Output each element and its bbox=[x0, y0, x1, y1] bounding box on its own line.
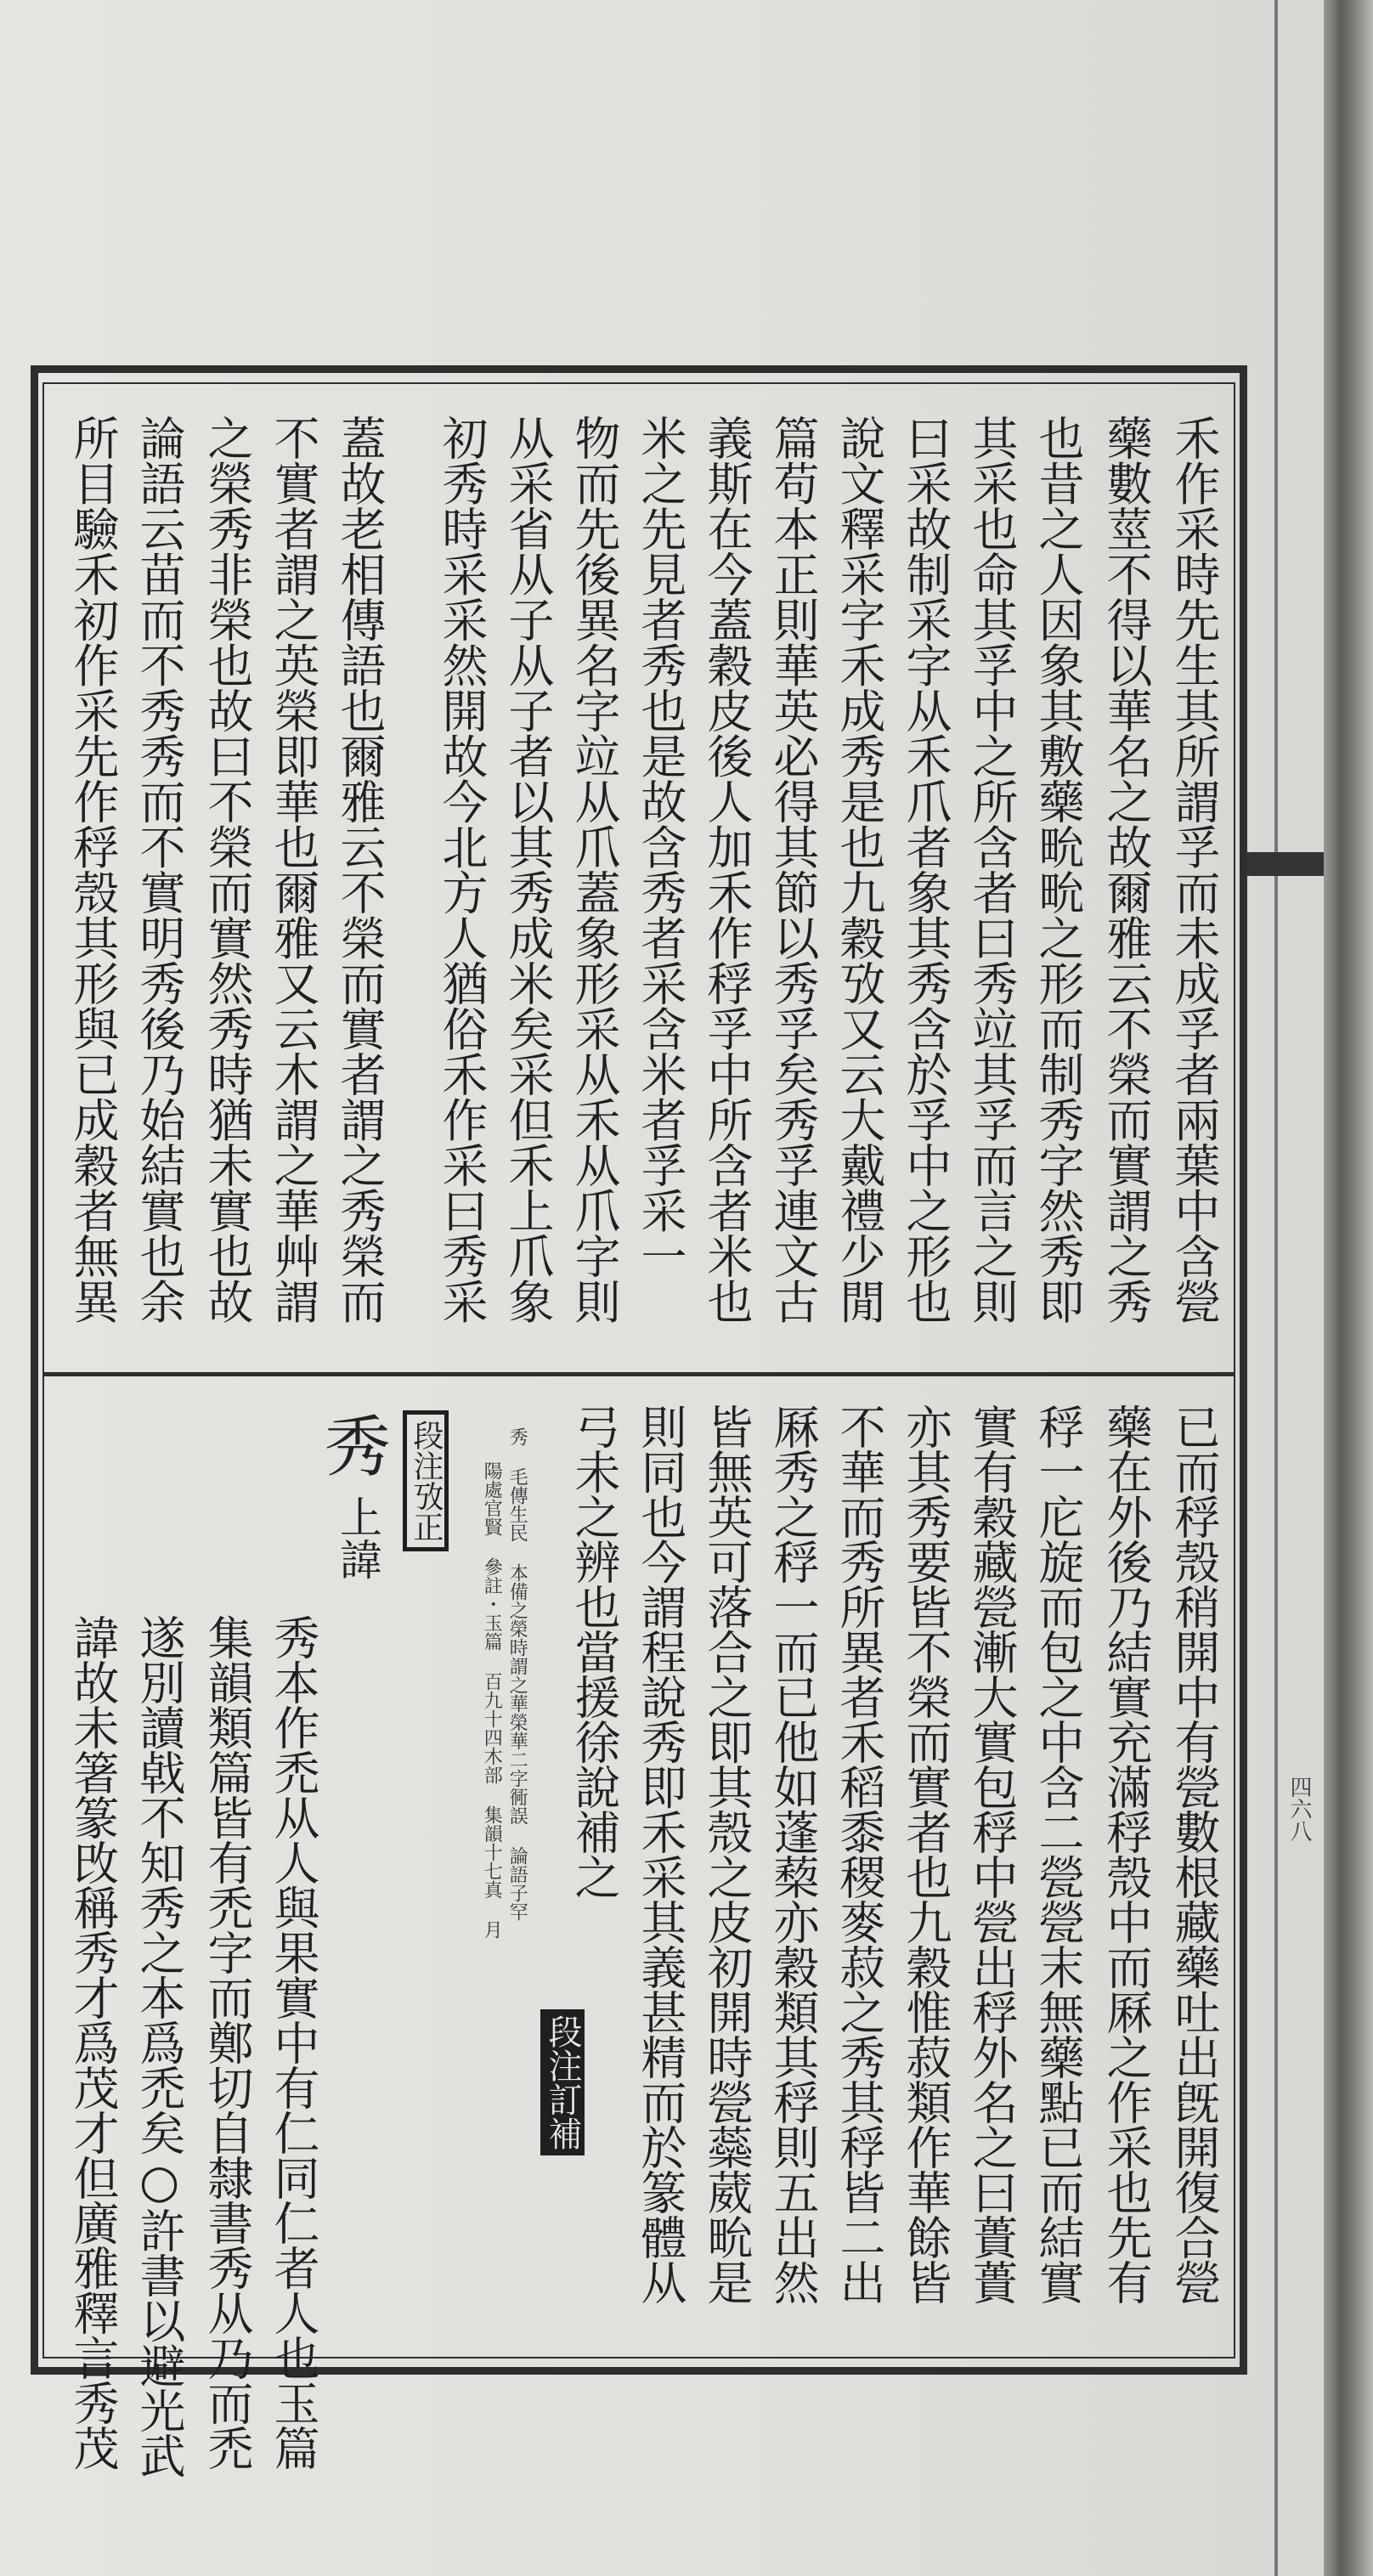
text-column: 物而先後異名字竝从爪蓋象形采从禾从爪字則 bbox=[568, 415, 621, 1324]
text-column: 禾作采時先生其所謂孚而未成孚者兩葉中含甇 bbox=[1167, 415, 1221, 1324]
text-column: 不華而秀所異者禾稻黍稷麥菽之秀其稃皆二出 bbox=[833, 1404, 886, 2304]
text-column: 米之先見者秀也是故含秀者采含米者孚采一 bbox=[634, 415, 687, 1279]
text-column: 所目驗禾初作采先作稃殼其形與已成穀者無異 bbox=[66, 415, 120, 1324]
entry-heading: 上諱 bbox=[333, 1495, 382, 1580]
text-column: 稃一庀旋而包之中含二甇甇末無藥點已而結實 bbox=[1031, 1404, 1085, 2304]
text-column: 亦其秀要皆不榮而實者也九穀惟菽類作華餘皆 bbox=[899, 1404, 952, 2304]
section-badge-outline: 段注攷正 bbox=[403, 1410, 449, 1551]
text-column: 藥數莖不得以華名之故爾雅云不榮而實謂之秀 bbox=[1099, 415, 1153, 1324]
section-badge: 段注訂補 bbox=[540, 2009, 585, 2155]
text-column: 遂別讀㦸不知秀之本爲禿矣○許書以避光武 bbox=[133, 1614, 186, 2477]
text-column: 篇苟本正則華英必得其節以秀孚矣秀孚連文古 bbox=[766, 415, 820, 1324]
text-column: 也昔之人因象其敷藥㽙㽙之形而制秀字然秀即 bbox=[1031, 415, 1085, 1324]
text-column: 之榮秀非榮也故曰不榮而實然秀時猶未實也故 bbox=[201, 415, 254, 1324]
text-column: 說文釋采字禾成秀是也九穀攷又云大戴禮少閒 bbox=[833, 415, 886, 1324]
page-number: 四六八 bbox=[1286, 1776, 1312, 1842]
text-column: 藥在外後乃結實充滿稃殼中而厤之作采也先有 bbox=[1099, 1404, 1153, 2304]
text-column: 初秀時采采然開故今北方人猶俗禾作采曰秀采 bbox=[435, 415, 489, 1324]
page-tab-marker bbox=[1246, 852, 1324, 876]
text-column: 已而稃殼稍開中有甇數根藏藥吐出旣開復合甇 bbox=[1167, 1404, 1221, 2304]
text-column: 蓋故老相傳語也爾雅云不榮而實者謂之秀榮而 bbox=[333, 415, 387, 1324]
text-column: 弓未之辨也當援徐說補之 bbox=[568, 1404, 621, 1899]
text-column: 秀本作禿从人與果實中有仁同仁者人也玉篇 bbox=[267, 1614, 320, 2470]
small-annotation: 陽處官賢 參註・玉篇 百九十四木部 集韻十七真 月 bbox=[481, 1461, 503, 1939]
text-column: 曰采故制采字从禾爪者象其秀含於孚中之形也 bbox=[899, 415, 952, 1324]
text-column: 集韻類篇皆有禿字而鄭切自隸書秀从乃而禿 bbox=[201, 1614, 254, 2470]
text-column: 其采也命其孚中之所含者曰秀竝其孚而言之則 bbox=[965, 415, 1019, 1324]
book-spine bbox=[1324, 0, 1373, 2576]
text-column: 則同也今謂程說秀即禾采其義甚精而於篆體从 bbox=[634, 1404, 687, 2304]
text-column: 不實者謂之英榮即華也爾雅又云木謂之華艸謂 bbox=[267, 415, 320, 1324]
text-column: 皆無英可落合之即其殼之皮初開時甇蘂葳㽙是 bbox=[700, 1404, 754, 2304]
text-column: 論語云苗而不秀秀而不實明秀後乃始結實也余 bbox=[133, 415, 186, 1324]
text-column: 厤秀之稃一而已他如蓬蔾亦穀類其稃則五出然 bbox=[766, 1404, 820, 2304]
text-column: 从采省从子从子者以其秀成米矣采但禾上爪象 bbox=[501, 415, 555, 1324]
small-annotation: 秀 毛傳生民 本備之榮時謂之華榮華二字衕誤 論語子罕 bbox=[506, 1427, 528, 1921]
text-column: 諱故未箸篆攺稱秀才爲茂才但廣雅釋言秀茂 bbox=[66, 1614, 120, 2470]
seal-script-character: 秀 bbox=[325, 1409, 392, 1486]
text-column: 實有穀藏甇漸大實包稃中甇出稃外名之曰蕢蕢 bbox=[965, 1404, 1019, 2304]
section-divider bbox=[42, 1372, 1235, 1376]
page-edge-line bbox=[1274, 0, 1278, 2576]
text-column: 義斯在今蓋穀皮後人加禾作稃孚中所含者米也 bbox=[700, 415, 754, 1324]
